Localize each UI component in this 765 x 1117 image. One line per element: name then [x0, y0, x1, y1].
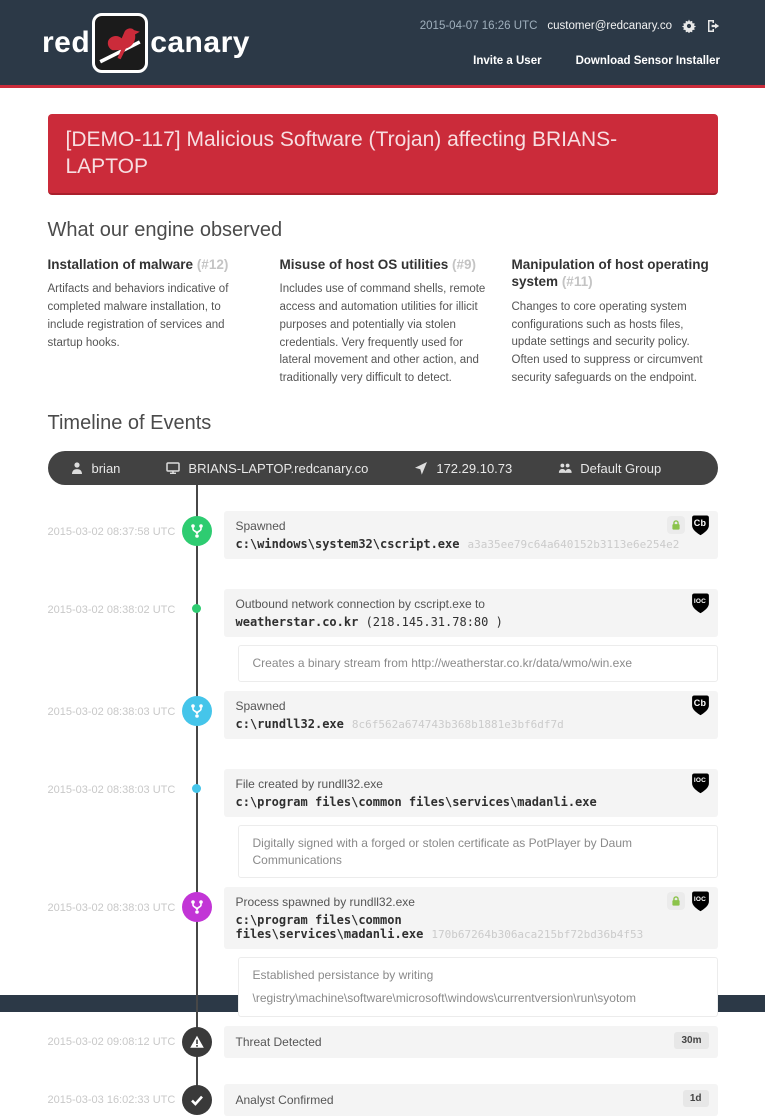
monitor-icon — [166, 461, 180, 475]
observed-heading: What our engine observed — [47, 218, 283, 241]
utc-clock: 2015-04-07 16:26 UTC — [419, 19, 538, 32]
process-fork-icon — [182, 516, 212, 546]
event-timestamp: 2015-03-03 16:02:33 UTC — [47, 1094, 176, 1106]
endpoint-group[interactable]: Default Group — [558, 461, 661, 476]
event-timestamp: 2015-03-02 08:38:03 UTC — [47, 902, 176, 915]
carbon-black-badge[interactable]: Cb — [690, 515, 711, 536]
endpoint-hostname[interactable]: BRIANS-LAPTOP.redcanary.co — [166, 461, 368, 476]
event-row[interactable] — [224, 1026, 718, 1058]
process-path: c:\windows\system32\cscript.exe — [235, 537, 460, 552]
event-title: File created by rundll32.exe — [235, 776, 383, 791]
file-event-dot — [192, 784, 201, 793]
logo-text-canary: canary — [150, 25, 250, 59]
endpoint-ip[interactable]: 172.29.10.73 — [414, 461, 512, 476]
timeline-event — [48, 589, 718, 682]
header-nav — [420, 55, 720, 67]
category-description: Includes use of command shells, remote access and automation utilities for illicit purposes and potentially via stolen credentials. Very frequently used for lateral movement and other action, and traditionally very difficult to detect. — [279, 283, 486, 385]
event-title: Outbound network connection by cscript.exe to — [235, 597, 485, 612]
event-timestamp: 2015-03-02 09:08:12 UTC — [47, 1036, 176, 1048]
event-title: Spawned — [235, 698, 286, 713]
signed-lock-icon[interactable] — [667, 516, 685, 534]
category-ref: (#11) — [561, 274, 593, 290]
timeline-heading: Timeline of Events — [47, 412, 212, 435]
ioc-badge[interactable]: IOC — [690, 891, 711, 912]
event-timestamp: 2015-03-02 08:37:58 UTC — [47, 526, 176, 539]
analyst-note: Established persistance by writing \registry\machine\software\microsoft\windows\currentversion\run\syotom — [238, 957, 718, 1017]
event-timestamp: 2015-03-02 08:38:03 UTC — [47, 783, 176, 796]
threat-alert-icon — [182, 1027, 212, 1057]
category-description: Changes to core operating system configurations such as hosts files, update settings and security policy. Often used to suppress or circumvent security safeguards on the endpoint. — [511, 300, 703, 384]
app-header — [0, 0, 765, 88]
canary-bird-icon — [92, 13, 148, 73]
user-icon — [70, 461, 84, 475]
category-installation-of-malware — [48, 256, 254, 388]
md5-hash: 8c6f562a674743b368b1881e3bf6df7d — [351, 717, 564, 731]
ioc-badge[interactable]: IOC — [690, 593, 711, 614]
event-row[interactable] — [224, 511, 718, 559]
event-title: Analyst Confirmed — [235, 1093, 334, 1107]
category-description: Artifacts and behaviors indicative of completed malware installation, to include registration of services and startup hooks. — [47, 283, 229, 349]
event-row[interactable] — [224, 691, 718, 739]
detection-page — [48, 114, 718, 1117]
download-sensor-installer-link[interactable]: Download Sensor Installer — [575, 54, 720, 67]
category-title: Manipulation of host operating system — [511, 256, 709, 290]
endpoint-user[interactable]: brian — [70, 461, 121, 476]
event-timestamp: 2015-03-02 08:38:03 UTC — [47, 705, 176, 718]
timeline-event — [48, 691, 718, 739]
location-arrow-icon — [414, 461, 428, 475]
category-misuse-host-os — [280, 256, 486, 388]
domain-name: weatherstar.co.kr — [235, 615, 359, 630]
event-title: Threat Detected — [235, 1035, 322, 1049]
confirmed-check-icon — [182, 1085, 212, 1115]
file-path: c:\program files\common files\services\madanli.exe — [235, 794, 597, 809]
timeline-event — [48, 887, 718, 1017]
md5-hash: a3a35ee79c64a640152b3113e6e254e2 — [467, 538, 680, 552]
category-title: Misuse of host OS utilities — [279, 256, 449, 272]
event-row[interactable] — [224, 769, 718, 817]
logo-text-red: red — [42, 25, 91, 59]
elapsed-time-badge: 30m — [674, 1032, 708, 1049]
event-row[interactable] — [224, 589, 718, 637]
ip-port: (218.145.31.78:80 ) — [365, 615, 503, 630]
account-email-link[interactable]: customer@redcanary.co — [547, 19, 672, 32]
endpoint-summary-bar — [48, 451, 718, 485]
timeline-event — [48, 1026, 718, 1058]
event-timeline — [48, 511, 718, 1117]
network-event-dot — [192, 604, 201, 613]
sign-out-icon[interactable] — [706, 19, 720, 33]
analyst-note: Creates a binary stream from http://weatherstar.co.kr/data/wmo/win.exe — [238, 645, 718, 682]
timeline-event — [48, 511, 718, 559]
carbon-black-badge[interactable]: Cb — [690, 695, 711, 716]
event-timestamp: 2015-03-02 08:38:02 UTC — [47, 604, 176, 617]
elapsed-time-badge: 1d — [683, 1090, 709, 1107]
users-group-icon — [558, 461, 572, 475]
observed-categories — [48, 256, 718, 388]
signed-lock-icon[interactable] — [667, 892, 685, 910]
process-fork-icon — [182, 892, 212, 922]
event-row[interactable] — [224, 887, 718, 949]
category-title: Installation of malware — [47, 256, 194, 272]
ioc-badge[interactable]: IOC — [690, 773, 711, 794]
category-ref: (#9) — [452, 256, 477, 272]
event-title: Spawned — [235, 519, 286, 534]
analyst-note: Digitally signed with a forged or stolen certificate as PotPlayer by Daum Communications — [238, 825, 718, 879]
timeline-event — [48, 1084, 718, 1116]
detection-title-banner[interactable]: [DEMO-117] Malicious Software (Trojan) affecting BRIANS-LAPTOP — [48, 114, 718, 195]
category-manipulation-host-os — [512, 256, 718, 388]
md5-hash: 170b67264b306aca215bf72bd36b4f53 — [431, 928, 644, 942]
invite-user-link[interactable]: Invite a User — [473, 54, 542, 67]
timeline-event — [48, 769, 718, 879]
process-path: c:\rundll32.exe — [235, 716, 344, 731]
category-ref: (#12) — [196, 256, 229, 272]
app-logo[interactable] — [42, 13, 250, 73]
event-title: Process spawned by rundll32.exe — [235, 895, 415, 910]
process-path: c:\program files\common files\services\madanli.exe — [235, 913, 424, 942]
settings-gear-icon[interactable] — [682, 19, 696, 33]
process-fork-icon — [182, 696, 212, 726]
event-row[interactable] — [224, 1084, 718, 1116]
